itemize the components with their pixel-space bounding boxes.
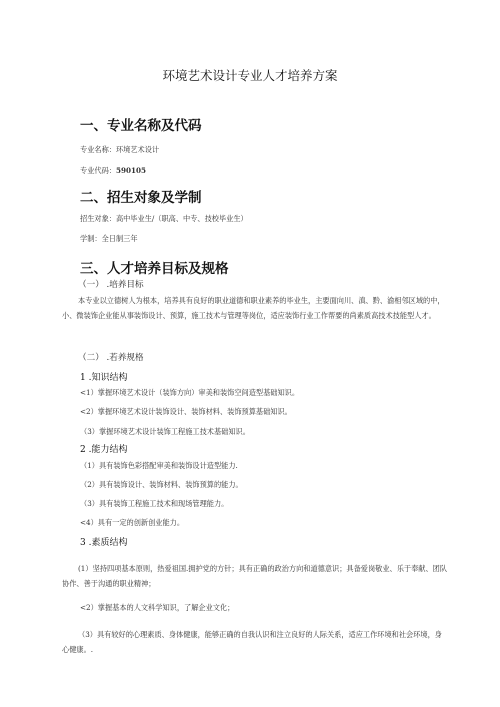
quality-structure-heading: 3 .素质结构 <box>80 538 128 548</box>
goal-paragraph: 本专业以立德树人为根本，培养具有良好的职业道德和职业素养的毕业生，主要面向川、滇、黔、渝相邻区域的中，小、微装饰企业能从事装饰设计、预算，施工技术与管理等岗位，适应装饰行业工作帮要的尚素质高技术技能型人才。 <box>62 296 445 320</box>
major-name-line: 专业名称：环境艺术设计 <box>80 145 160 154</box>
quality-item-2: <2）掌握基本的人文科学知识，了解企业文化； <box>80 603 235 612</box>
enrollment-target-line: 招生对象：高中毕业生/（职高、中专、技校毕业生） <box>80 214 248 223</box>
ability-item-2: （2）具有装饰设计、装饰材料、装饰预算的能力。 <box>80 480 243 489</box>
section-2-heading: 二、招生对象及学制 <box>80 190 202 206</box>
major-code-value: 590105 <box>115 166 146 175</box>
ability-item-4: <4）具有一定的创新创业能力。 <box>80 518 185 527</box>
ability-structure-heading: 2 .能力结构 <box>80 445 128 455</box>
section-1-heading: 一、专业名称及代码 <box>80 118 202 134</box>
study-duration-line: 学制：全日制三年 <box>80 234 138 243</box>
ability-item-1: （1）具有装饰色彩搭配审美和装饰设计造型能力. <box>80 461 238 470</box>
quality-item-1: (1）坚持四项基本原则，热爱祖国.拥护党的方针；具有正确的政治方向和道德意识；具备爱岗敬业、乐于奉献、团队协作、善于沟通的职业精神； <box>62 564 448 588</box>
knowledge-item-1: <1）掌握环境艺术设计（装饰方向）审美和装饰空间造型基础知识。 <box>80 388 300 397</box>
knowledge-item-3: （3）掌握环境艺术设计装饰工程施工技术基础知识。 <box>80 427 250 436</box>
quality-item-3: （3）具有较好的心理素质、身体健康，能够正确的自我认识和注立良好的人际关系，适应工作环境和社会环境，身心健康。. <box>62 630 442 654</box>
major-code-line <box>80 166 146 176</box>
document-title: 环境艺术设计专业人才培养方案 <box>162 68 338 83</box>
subsection-goal-heading: （一） .培养目标 <box>78 280 144 290</box>
major-code-label: 专业代码： <box>80 166 116 175</box>
knowledge-item-2: <2）掌握环境艺术设计装饰设计、装饰材料、装饰预算基础知识。 <box>80 407 292 416</box>
subsection-spec-heading: （二） .若养规格 <box>78 353 144 363</box>
section-3-heading: 三、人才培养目标及规格 <box>80 261 229 277</box>
knowledge-structure-heading: 1 .知识结构 <box>80 373 128 383</box>
ability-item-3: （3）具有装饰工程施工技术和现场管理能力。 <box>80 499 229 508</box>
